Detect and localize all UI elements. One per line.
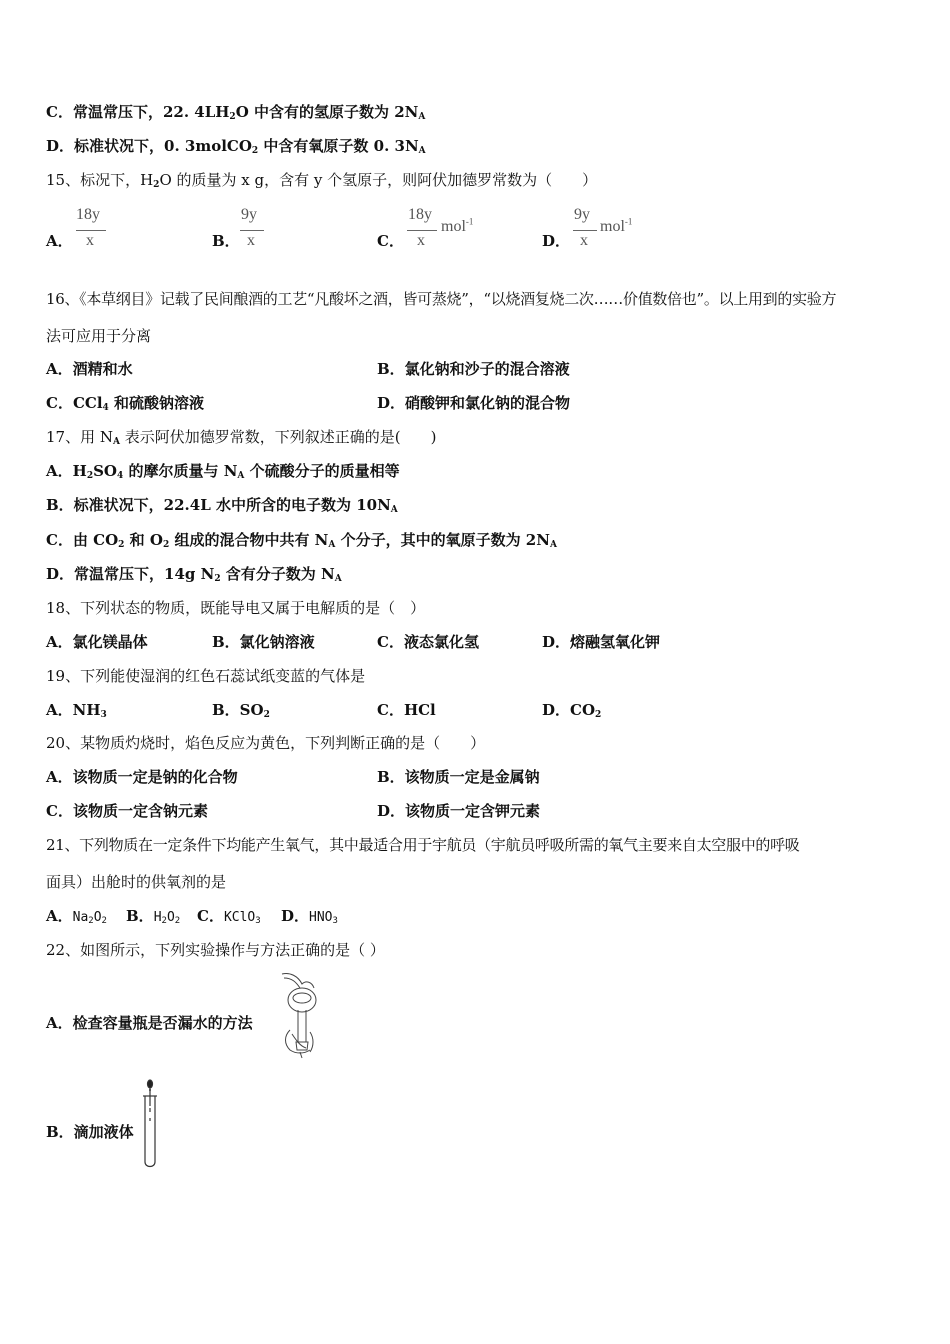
q19-option-b: B．$SO_2$ xyxy=(212,701,270,720)
q17-option-d: D．常温常压下，14g $N_2$ 含有分子数为 $N_A$ xyxy=(46,565,342,584)
q22-stem: 22、如图所示，下列实验操作与方法正确的是（ ） xyxy=(46,941,385,959)
q14-option-c: C．常温常压下，22. $4LH_2O$ 中含有的氢原子数为 $2N_A$ xyxy=(46,103,426,122)
q18-option-b: B．氯化钠溶液 xyxy=(212,633,315,651)
q15-option-b: B． 9y x xyxy=(212,206,302,254)
q14-option-d: D．标准状况下，0. 3molCO$_2$ 中含有氧原子数 0. $3N_A$ xyxy=(46,137,426,156)
q19-option-c: C．HCl xyxy=(377,701,436,719)
q17-stem: 17、用 $N_A$ 表示阿伏加德罗常数，下列叙述正确的是( ) xyxy=(46,428,437,447)
q15-stem: 15、标况下，$H_2O$ 的质量为 x g，含有 y 个氢原子，则阿伏加德罗常数为（ ） xyxy=(46,171,598,190)
q17-option-c: C．由 $CO_2$ 和 $O_2$ 组成的混合物中共有 $N_A$ 个分子，其中的氧原子数为 $2N_A$ xyxy=(46,531,557,550)
q18-stem: 18、下列状态的物质，既能导电又属于电解质的是（ ） xyxy=(46,599,426,617)
q19-option-d: D．$CO_2$ xyxy=(542,701,602,720)
q21-option-c: C．KClO$_3$ xyxy=(197,907,261,926)
q16-stem-line2: 法可应用于分离 xyxy=(46,327,152,345)
dropper-test-tube-figure xyxy=(138,1078,164,1170)
q16-option-c: C．CCl$_4$ 和硫酸钠溶液 xyxy=(46,394,205,413)
q22-option-a: A．检查容量瓶是否漏水的方法 xyxy=(46,1014,253,1032)
q21-option-a: A．$Na_2O_2$ xyxy=(46,907,107,926)
q21-stem-line2: 面具）出舱时的供氧剂的是 xyxy=(46,873,227,891)
q21-stem-line1: 21、下列物质在一定条件下均能产生氧气，其中最适合用于宇航员（宇航员呼吸所需的氧气主要来自太空服中的呼吸 xyxy=(46,836,800,854)
q20-option-c: C．该物质一定含钠元素 xyxy=(46,802,208,820)
q16-stem-line1: 16、《本草纲目》记载了民间酿酒的工艺“凡酸坏之酒，皆可蒸烧”，“以烧酒复烧二次……价值数倍也”。以上用到的实验方 xyxy=(46,290,837,308)
q20-stem: 20、某物质灼烧时，焰色反应为黄色，下列判断正确的是（ ） xyxy=(46,734,486,752)
q20-option-d: D．该物质一定含钾元素 xyxy=(377,802,541,820)
q17-option-a: A．$H_2SO_4$ 的摩尔质量与 $N_A$ 个硫酸分子的质量相等 xyxy=(46,462,400,481)
q18-option-a: A．氯化镁晶体 xyxy=(46,633,148,651)
q19-option-a: A．$NH_3$ xyxy=(46,701,107,720)
q21-option-b: B．$H_2O_2$ xyxy=(126,907,181,926)
q15-option-a: A． 18y x xyxy=(46,206,136,254)
q19-stem: 19、下列能使湿润的红色石蕊试纸变蓝的气体是 xyxy=(46,667,366,685)
q21-option-d: D．$HNO_3$ xyxy=(281,907,338,926)
q18-option-c: C．液态氯化氢 xyxy=(377,633,479,651)
q15-option-c: C． 18y x mol$^{-1}$ xyxy=(377,206,474,250)
q20-option-b: B．该物质一定是金属钠 xyxy=(377,768,540,786)
q16-option-b: B．氯化钠和沙子的混合溶液 xyxy=(377,360,570,378)
q18-option-d: D．熔融氢氧化钾 xyxy=(542,633,661,651)
q16-option-a: A．酒精和水 xyxy=(46,360,133,378)
q17-option-b: B．标准状况下，22.4L 水中所含的电子数为 $10N_A$ xyxy=(46,496,398,515)
q15-option-d: D． 9y x mol$^{-1}$ xyxy=(542,206,633,250)
volumetric-flask-figure xyxy=(276,970,324,1060)
q20-option-a: A．该物质一定是钠的化合物 xyxy=(46,768,238,786)
q22-option-b: B．滴加液体 xyxy=(46,1123,134,1141)
q16-option-d: D．硝酸钾和氯化钠的混合物 xyxy=(377,394,571,412)
